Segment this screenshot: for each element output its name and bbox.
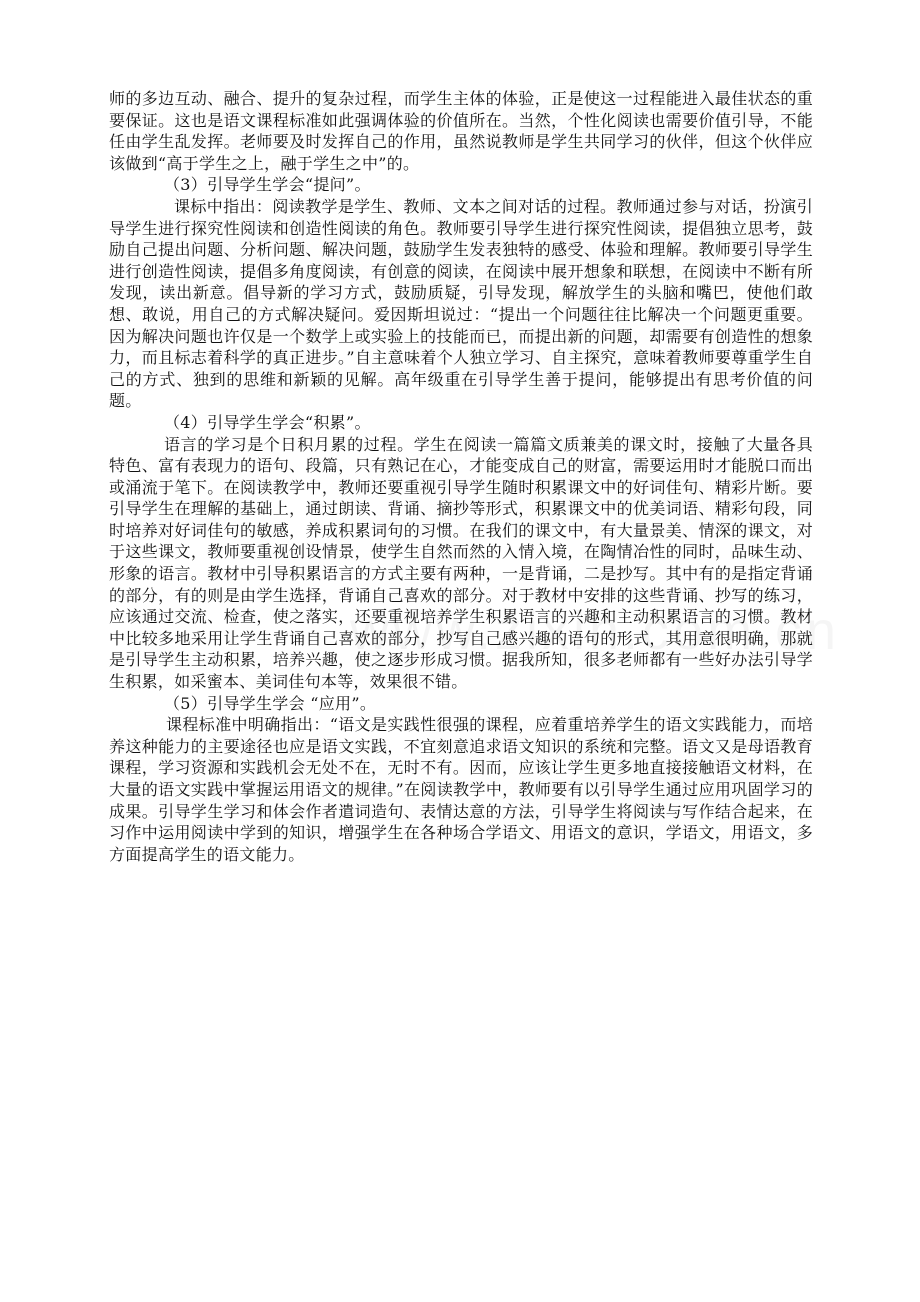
heading-3-ask-questions: （3）引导学生学会“提问”。 [164,175,371,195]
heading-5-apply: （5）引导学生学会 “应用”。 [164,693,377,713]
paragraph-5: 课程标准中明确指出：“语文是实践性很强的课程，应着重培养学生的语文实践能力，而培养这种能力的主要途径也应是语文实践，不宜刻意追求语文知识的系统和完整。语文又是母语教育课程，学习资源和实践机会无处不在，无时不有。因而，应该让学生更多地直接接触语文材料，在大量的语文实践中掌握运用语文的规律。”在阅读教学中，教师要有以引导学生通过应用巩固学习的成果。引导学生学习和体会作者遣词造句、表情达意的方法，引导学生将阅读与写作结合起来，在习作中运用阅读中学到的知识，增强学生在各种场合学语文、用语文的意识，学语文，用语文，多方面提高学生的语文能力。 [109,715,813,864]
heading-4-accumulate: （4）引导学生学会“积累”。 [164,412,371,432]
document-body [109,88,813,865]
paragraph-4: 语言的学习是个日积月累的过程。学生在阅读一篇篇文质兼美的课文时，接触了大量各具特色、富有表现力的语句、段篇，只有熟记在心，才能变成自己的财富，需要运用时才能脱口而出或涌流于笔下。在阅读教学中，教师还要重视引导学生随时积累课文中的好词佳句、精彩片断。要引导学生在理解的基础上，通过朗读、背诵、摘抄等形式，积累课文中的优美词语、精彩句段，同时培养对好词佳句的敏感，养成积累词句的习惯。在我们的课文中，有大量景美、情深的课文，对于这些课文，教师要重视创设情景，使学生自然而然的入情入境，在陶情冶性的同时，品味生动、形象的语言。教材中引导积累语言的方式主要有两种，一是背诵，二是抄写。其中有的是指定背诵的部分，有的则是由学生选择，背诵自己喜欢的部分。对于教材中安排的这些背诵、抄写的练习，应该通过交流、检查，使之落实，还要重视培养学生积累语言的兴趣和主动积累语言的习惯。教材中比较多地采用让学生背诵自己喜欢的部分，抄写自己感兴趣的语句的形式，其用意很明确，那就是引导学生主动积累，培养兴趣，使之逐步形成习惯。据我所知，很多老师都有一些好办法引导学生积累，如采蜜本、美词佳句本等，效果很不错。 [109,434,813,692]
paragraph-3: 课标中指出：阅读教学是学生、教师、文本之间对话的过程。教师通过参与对话，扮演引导学生进行探究性阅读和创造性阅读的角色。教师要引导学生进行探究性阅读，提倡独立思考，鼓励自己提出问题、分析问题、解决问题，鼓励学生发表独特的感受、体验和理解。教师要引导学生进行创造性阅读，提倡多角度阅读，有创意的阅读，在阅读中展开想象和联想，在阅读中不断有所发现，读出新意。倡导新的学习方式，鼓励质疑，引导发现，解放学生的头脑和嘴巴，使他们敢想、敢说，用自己的方式解决疑问。爱因斯坦说过：“提出一个问题往往比解决一个问题更重要。因为解决问题也许仅是一个数学上或实验上的技能而已，而提出新的问题，却需要有创造性的想象力，而且标志着科学的真正进步。”自主意味着个人独立学习、自主探究，意味着教师要尊重学生自己的方式、独到的思维和新颖的见解。高年级重在引导学生善于提问，能够提出有思考价值的问题。 [109,196,813,411]
paragraph-intro: 师的多边互动、融合、提升的复杂过程，而学生主体的体验，正是使这一过程能进入最佳状态的重要保证。这也是语文课程标准如此强调体验的价值所在。当然，个性化阅读也需要价值引导，不能任由学生乱发挥。老师要及时发挥自己的作用，虽然说教师是学生共同学习的伙伴，但这个伙伴应该做到“高于学生之上，融于学生之中”的。 [109,89,813,173]
